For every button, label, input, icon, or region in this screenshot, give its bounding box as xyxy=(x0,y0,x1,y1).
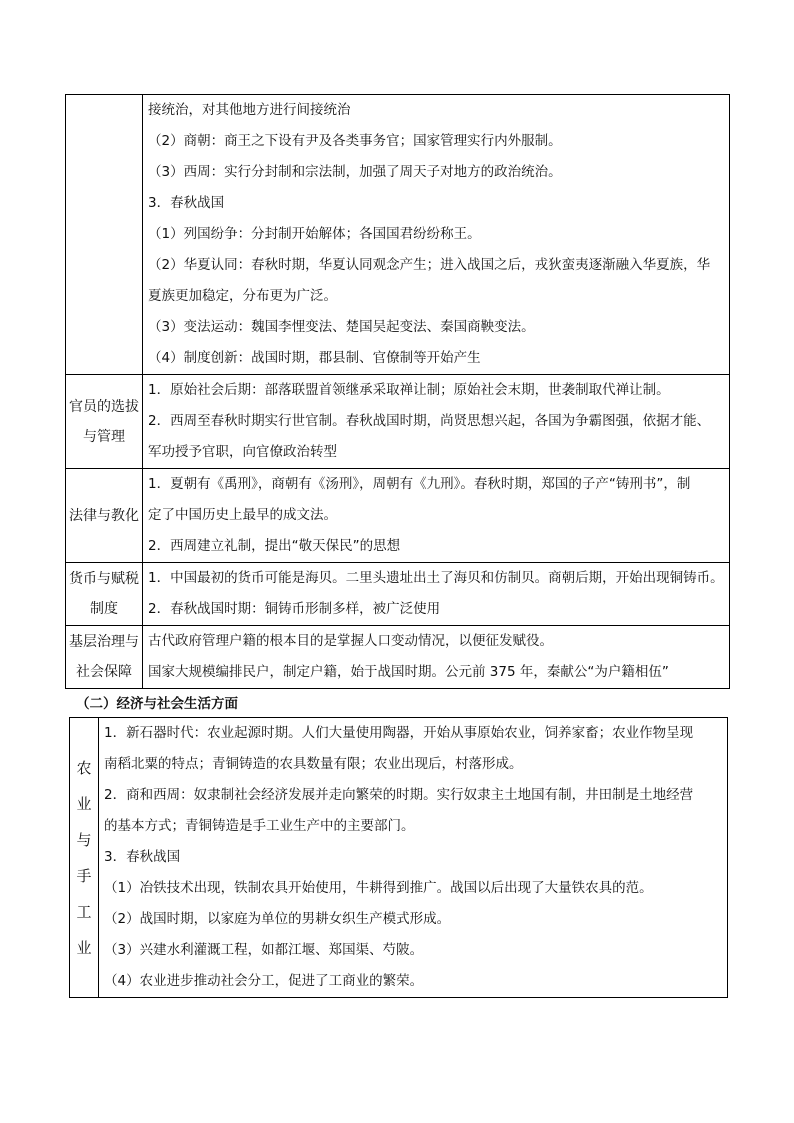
content-line: 接统治，对其他地方进行间接统治 xyxy=(148,102,351,118)
content-line: 定了中国历史上最早的成文法。 xyxy=(148,507,337,523)
content-line: 3．春秋战国 xyxy=(104,849,181,865)
label-char: 工 xyxy=(76,902,92,921)
content-line: 的基本方式；青铜铸造是手工业生产中的主要部门。 xyxy=(104,818,415,834)
content-line: （4）农业进步推动社会分工，促进了工商业的繁荣。 xyxy=(104,973,424,989)
label-char: 业 xyxy=(76,794,92,813)
label-char: 农 xyxy=(76,758,92,777)
row-content-cell xyxy=(143,626,730,689)
content-line: （1）列国纷争：分封制开始解体；各国国君纷纷称王。 xyxy=(148,226,481,242)
content-line: 2．西周建立礼制，提出“敬天保民”的思想 xyxy=(148,538,401,554)
content-line: 军功授予官职，向官僚政治转型 xyxy=(148,444,337,460)
content-line: （3）西周：实行分封制和宗法制，加强了周天子对地方的政治统治。 xyxy=(148,164,562,180)
content-line: （1）冶铁技术出现，铁制农具开始使用，牛耕得到推广。战国以后出现了大量铁农具的范。 xyxy=(104,880,653,896)
row-label-line: 基层治理与 xyxy=(69,634,139,650)
row-label-line: 货币与赋税 xyxy=(69,571,139,587)
row-content-cell xyxy=(143,469,730,563)
label-char: 与 xyxy=(76,830,92,849)
content-line: 2．春秋战国时期：铜铸币形制多样，被广泛使用 xyxy=(148,601,441,617)
content-line: （3）变法运动：魏国李悝变法、楚国吴起变法、秦国商鞅变法。 xyxy=(148,319,535,335)
row-label-currency xyxy=(66,563,143,626)
table-row xyxy=(66,469,730,563)
table-row xyxy=(70,718,728,998)
row-label-line: 法律与教化 xyxy=(69,507,139,524)
row-label-line: 制度 xyxy=(90,601,118,617)
content-line: （4）制度创新：战国时期，郡县制、官僚制等开始产生 xyxy=(148,350,481,366)
content-line: （2）华夏认同：春秋时期，华夏认同观念产生；进入战国之后，戎狄蛮夷逐渐融入华夏族，华 xyxy=(148,257,711,273)
content-line: 2．西周至春秋时期实行世官制。春秋战国时期，尚贤思想兴起，各国为争霸图强，依据才能、 xyxy=(148,413,711,429)
content-line: 国家大规模编排民户，制定户籍，始于战国时期。公元前 375 年，秦献公“为户籍相伍” xyxy=(148,664,669,680)
table-row xyxy=(66,95,730,375)
content-line: 1．中国最初的货币可能是海贝。二里头遗址出土了海贝和仿制贝。商朝后期，开始出现铜铸币。 xyxy=(148,570,724,586)
row-label-line: 官员的选拔 xyxy=(69,398,139,415)
content-line: （3）兴建水利灌溉工程，如都江堰、郑国渠、芍陂。 xyxy=(104,942,424,958)
row-label-cell xyxy=(66,95,143,375)
row-label-line: 与管理 xyxy=(83,428,125,445)
row-label-governance xyxy=(66,626,143,689)
content-line: 1．夏朝有《禹刑》，商朝有《汤刑》，周朝有《九刑》。春秋时期，郑国的子产“铸刑书”，制 xyxy=(148,476,691,492)
content-line: 3．春秋战国 xyxy=(148,195,225,211)
table-row xyxy=(66,375,730,469)
politics-table xyxy=(65,94,730,689)
label-char: 业 xyxy=(76,938,92,957)
content-line: 1．原始社会后期：部落联盟首领继承采取禅让制；原始社会末期，世袭制取代禅让制。 xyxy=(148,382,670,398)
content-line: 南稻北粟的特点；青铜铸造的农具数量有限；农业出现后，村落形成。 xyxy=(104,756,523,772)
section-heading: （二）经济与社会生活方面 xyxy=(76,696,238,712)
row-content-cell xyxy=(143,95,730,375)
row-label-officials xyxy=(66,375,143,469)
row-content-cell xyxy=(143,563,730,626)
row-label-agriculture xyxy=(70,718,99,998)
table-row xyxy=(66,626,730,689)
row-label-line: 社会保障 xyxy=(76,664,132,680)
row-content-cell xyxy=(143,375,730,469)
row-label-law xyxy=(66,469,143,563)
content-line: 夏族更加稳定，分布更为广泛。 xyxy=(148,288,337,304)
table-row xyxy=(66,563,730,626)
content-line: （2）商朝：商王之下设有尹及各类事务官；国家管理实行内外服制。 xyxy=(148,133,562,149)
content-line: （2）战国时期，以家庭为单位的男耕女织生产模式形成。 xyxy=(104,911,451,927)
economy-table xyxy=(69,717,728,998)
content-line: 2．商和西周：奴隶制社会经济发展并走向繁荣的时期。实行奴隶主土地国有制，井田制是土地经营 xyxy=(104,787,694,803)
content-line: 1．新石器时代：农业起源时期。人们大量使用陶器，开始从事原始农业，饲养家畜；农业作物呈现 xyxy=(104,725,694,741)
label-char: 手 xyxy=(76,866,92,885)
content-line: 古代政府管理户籍的根本目的是掌握人口变动情况，以便征发赋役。 xyxy=(148,633,553,649)
row-content-cell xyxy=(99,718,728,998)
